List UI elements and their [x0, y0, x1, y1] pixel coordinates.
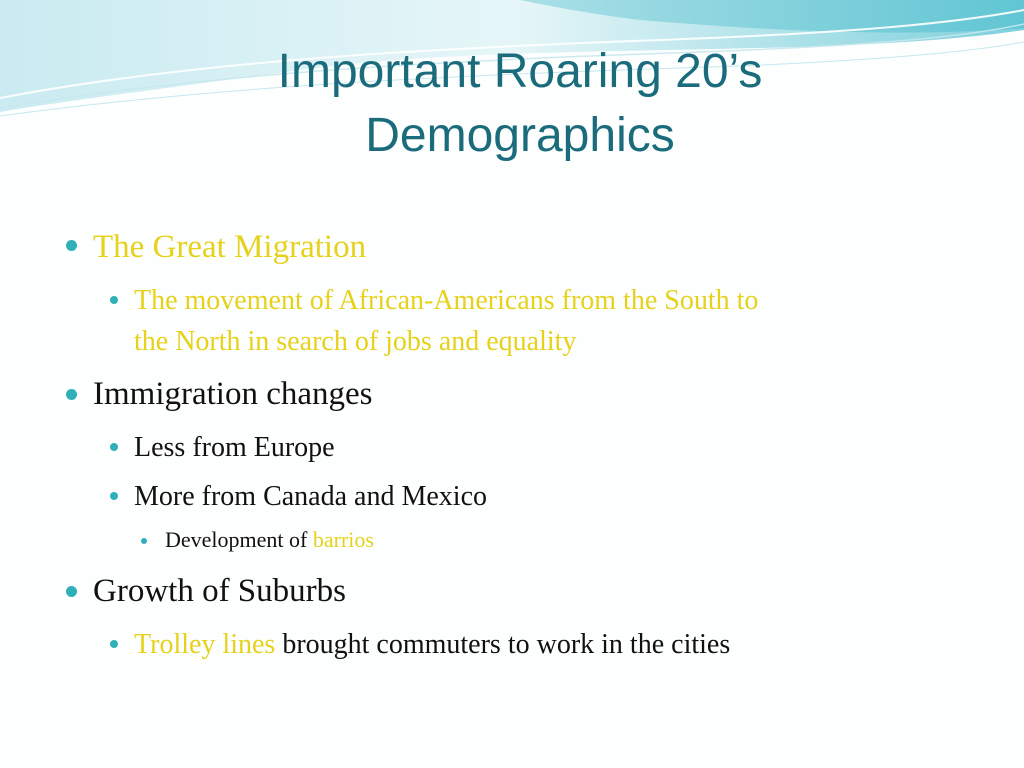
barrios-prefix: Development of [165, 527, 313, 552]
sub-sub-bullet-barrios [165, 526, 374, 554]
sub-bullet-migration-line-1: The movement of African-Americans from the South to [134, 285, 759, 316]
barrios-highlight: barrios [312, 527, 374, 552]
bullet-growth-of-suburbs: Growth of Suburbs [93, 573, 346, 609]
sub-bullet-dot [110, 640, 118, 648]
bullet-immigration-changes: Immigration changes [93, 376, 373, 412]
sub-bullet-less-from-europe: Less from Europe [134, 432, 335, 463]
bullet-dot [66, 586, 77, 597]
sub-bullet-canada-mexico: More from Canada and Mexico [134, 481, 487, 512]
sub-bullet-dot [110, 492, 118, 500]
bullet-dot [66, 389, 77, 400]
bullet-great-migration: The Great Migration [93, 229, 367, 265]
sub-bullet-migration-line-2: the North in search of jobs and equality [134, 326, 577, 357]
bullet-dot [66, 240, 77, 251]
sub-bullet-dot [110, 443, 118, 451]
title-line-2: Demographics [365, 109, 675, 162]
trolley-lines-highlight: Trolley lines [134, 629, 276, 660]
sub-bullet-dot [110, 296, 118, 304]
sub-sub-bullet-dot [141, 538, 147, 544]
sub-bullet-trolley-lines [134, 624, 730, 665]
trolley-lines-suffix: brought commuters to work in the cities [275, 629, 731, 660]
title-line-1: Important Roaring 20’s [277, 45, 763, 98]
